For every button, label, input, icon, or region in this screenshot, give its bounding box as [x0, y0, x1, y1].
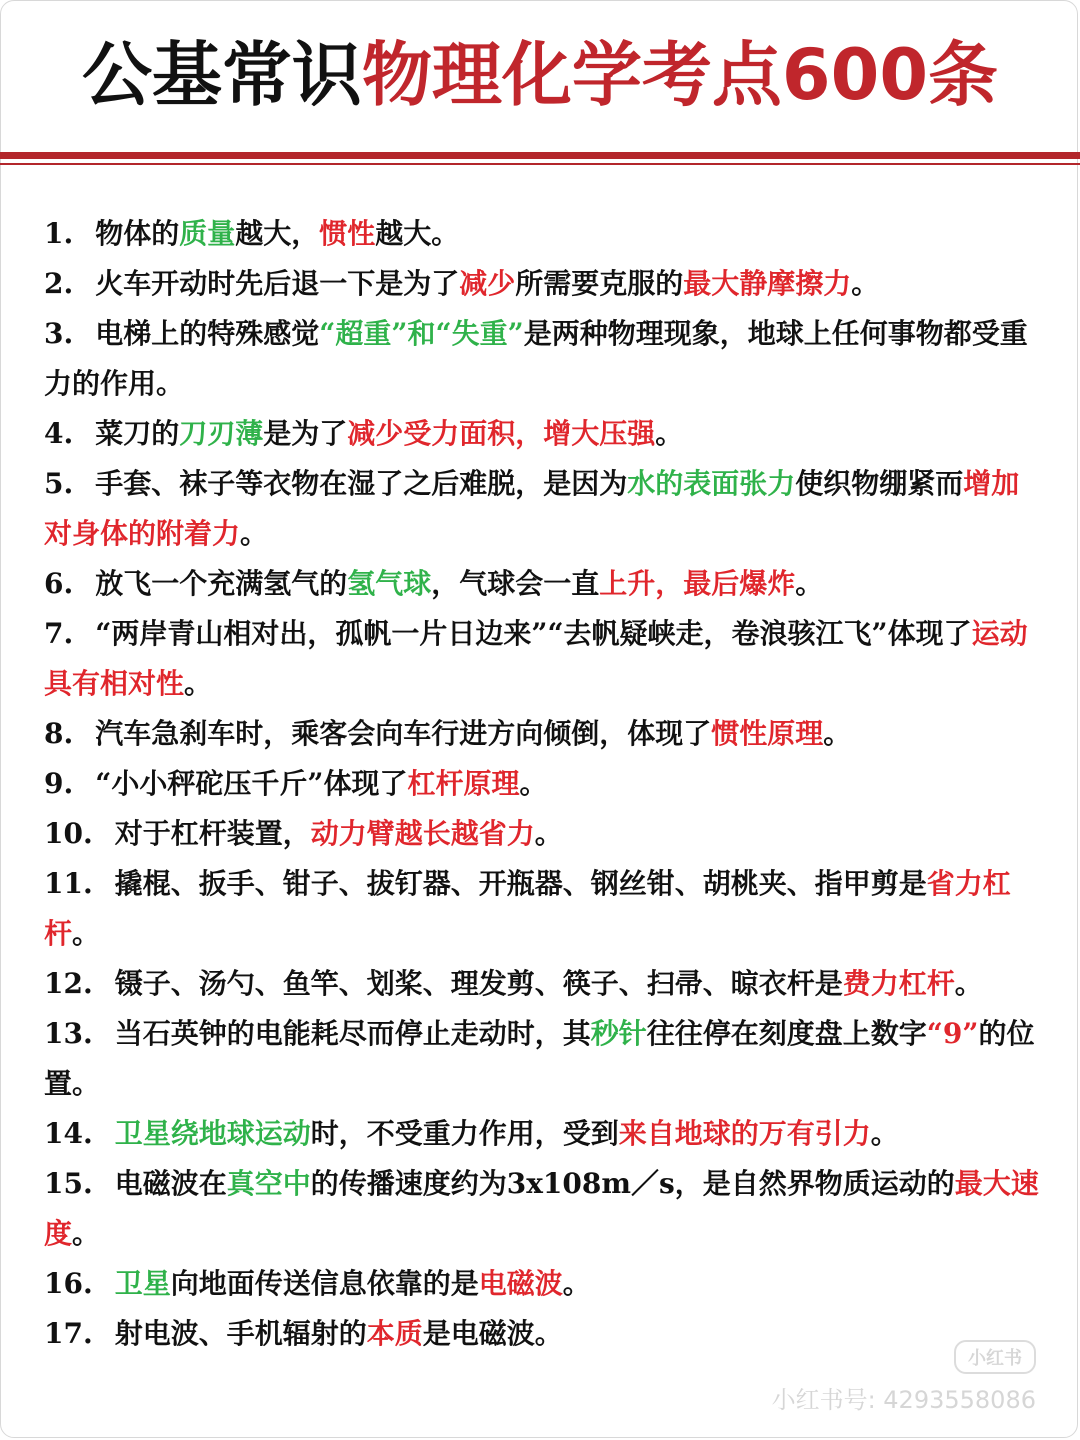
highlight-red: “9” — [926, 1017, 979, 1050]
item-text: 。 — [795, 567, 824, 600]
highlight-green: 卫星 — [114, 1267, 171, 1300]
item-number: 9. — [44, 767, 74, 800]
item-number: 12. — [44, 967, 93, 1000]
item-text: 汽车急刹车时，乘客会向车行进方向倾倒，体现了 — [95, 717, 712, 750]
list-item — [44, 959, 1040, 1009]
item-text: 所需要克服的 — [515, 267, 684, 300]
highlight-red: 杠杆原理 — [407, 767, 520, 800]
item-text: 越大， — [235, 217, 320, 250]
list-item — [44, 809, 1040, 859]
highlight-red: 动力臂越长越省力 — [310, 817, 535, 850]
highlight-red: 上升，最后爆炸 — [599, 567, 796, 600]
fact-list — [44, 209, 1040, 1359]
highlight-red: 电磁波 — [478, 1267, 563, 1300]
item-text: 的位置。 — [44, 1017, 1035, 1100]
highlight-red: 最大速度 — [44, 1167, 1039, 1250]
list-item — [44, 1009, 1040, 1109]
item-text: 撬棍、扳手、钳子、拔钉器、开瓶器、钢丝钳、胡桃夹、指甲剪是 — [114, 867, 927, 900]
highlight-green: 刀刃薄 — [179, 417, 264, 450]
item-number: 10. — [44, 817, 93, 850]
item-text: 。 — [851, 267, 880, 300]
list-item — [44, 309, 1040, 409]
item-text: 。 — [823, 717, 852, 750]
highlight-red: 来自地球的万有引力 — [618, 1117, 871, 1150]
highlight-green: 真空中 — [226, 1167, 311, 1200]
title-divider-thick — [0, 152, 1080, 159]
item-text: 电梯上的特殊感觉 — [95, 317, 320, 350]
item-number: 8. — [44, 717, 74, 750]
highlight-red: 惯性 — [319, 217, 376, 250]
highlight-red: 运动具有相对性 — [44, 617, 1028, 700]
title-red-part: 物理化学考点600条 — [361, 34, 999, 116]
list-item — [44, 409, 1040, 459]
item-number: 6. — [44, 567, 74, 600]
item-text: 的传播速度约为3x108m／s，是自然界物质运动的 — [310, 1167, 955, 1200]
item-number: 7. — [44, 617, 74, 650]
item-text: “两岸青山相对出，孤帆一片日边来”“去帆疑峡走，卷浪骇江飞”体现了 — [95, 617, 972, 650]
item-number: 15. — [44, 1167, 93, 1200]
highlight-red: 省力杠杆 — [44, 867, 1011, 950]
list-item — [44, 859, 1040, 959]
item-text: 是电磁波。 — [422, 1317, 563, 1350]
highlight-red: 惯性原理 — [711, 717, 824, 750]
item-text: 往往停在刻度盘上数字 — [646, 1017, 927, 1050]
item-text: 使织物绷紧而 — [795, 467, 964, 500]
item-text: 时，不受重力作用，受到 — [310, 1117, 619, 1150]
item-text: 射电波、手机辐射的 — [114, 1317, 367, 1350]
watermark-logo: 小红书 — [954, 1340, 1036, 1374]
item-text: 。 — [954, 967, 983, 1000]
item-text: 是为了 — [263, 417, 348, 450]
page-title — [0, 20, 1080, 130]
list-item — [44, 259, 1040, 309]
item-text: 。 — [655, 417, 684, 450]
list-item — [44, 459, 1040, 559]
item-text: 放飞一个充满氢气的 — [95, 567, 348, 600]
item-text: 。 — [870, 1117, 899, 1150]
list-item — [44, 209, 1040, 259]
item-text: 手套、袜子等衣物在湿了之后难脱，是因为 — [95, 467, 628, 500]
list-item — [44, 1159, 1040, 1259]
item-text: “小小秤砣压千斤”体现了 — [95, 767, 408, 800]
item-number: 11. — [44, 867, 93, 900]
item-number: 14. — [44, 1117, 93, 1150]
item-text: 是两种物理现象，地球上任何事物都受重力的作用。 — [44, 317, 1028, 400]
item-number: 5. — [44, 467, 74, 500]
highlight-red: 增加对身体的附着力 — [44, 467, 1020, 550]
list-item — [44, 709, 1040, 759]
watermark — [772, 1340, 1036, 1415]
item-number: 4. — [44, 417, 74, 450]
item-text: 。 — [72, 1217, 101, 1250]
title-black-part: 公基常识 — [81, 34, 362, 116]
item-text: 。 — [562, 1267, 591, 1300]
watermark-id: 小红书号: 4293558086 — [771, 1386, 1036, 1414]
item-text: 镊子、汤勺、鱼竿、划桨、理发剪、筷子、扫帚、晾衣杆是 — [114, 967, 843, 1000]
item-text: 。 — [534, 817, 563, 850]
item-number: 1. — [44, 217, 74, 250]
item-text: 物体的 — [95, 217, 180, 250]
highlight-green: 秒针 — [590, 1017, 647, 1050]
item-number: 3. — [44, 317, 74, 350]
highlight-red: 费力杠杆 — [842, 967, 955, 1000]
item-text: 菜刀的 — [95, 417, 180, 450]
list-item — [44, 759, 1040, 809]
item-number: 2. — [44, 267, 74, 300]
highlight-red: 减少 — [459, 267, 516, 300]
item-number: 13. — [44, 1017, 93, 1050]
highlight-green: 卫星绕地球运动 — [114, 1117, 311, 1150]
item-text: 。 — [184, 667, 213, 700]
highlight-green: 氢气球 — [347, 567, 432, 600]
item-text: ，气球会一直 — [431, 567, 600, 600]
highlight-red: 本质 — [366, 1317, 423, 1350]
item-text: 。 — [519, 767, 548, 800]
item-text: 越大。 — [375, 217, 460, 250]
item-number: 17. — [44, 1317, 93, 1350]
item-text: 火车开动时先后退一下是为了 — [95, 267, 460, 300]
item-number: 16. — [44, 1267, 93, 1300]
highlight-green: 水的表面张力 — [627, 467, 796, 500]
list-item — [44, 1109, 1040, 1159]
highlight-green: “超重”和“失重” — [319, 317, 524, 350]
item-text: 当石英钟的电能耗尽而停止走动时，其 — [114, 1017, 591, 1050]
item-text: 电磁波在 — [114, 1167, 227, 1200]
item-text: 对于杠杆装置， — [114, 817, 311, 850]
highlight-green: 质量 — [179, 217, 236, 250]
list-item — [44, 609, 1040, 709]
title-divider-thin — [0, 163, 1080, 165]
list-item — [44, 559, 1040, 609]
highlight-red: 减少受力面积，增大压强 — [347, 417, 656, 450]
highlight-red: 最大静摩擦力 — [683, 267, 852, 300]
list-item — [44, 1259, 1040, 1309]
item-text: 。 — [240, 517, 269, 550]
item-text: 向地面传送信息依靠的是 — [170, 1267, 479, 1300]
item-text: 。 — [72, 917, 101, 950]
